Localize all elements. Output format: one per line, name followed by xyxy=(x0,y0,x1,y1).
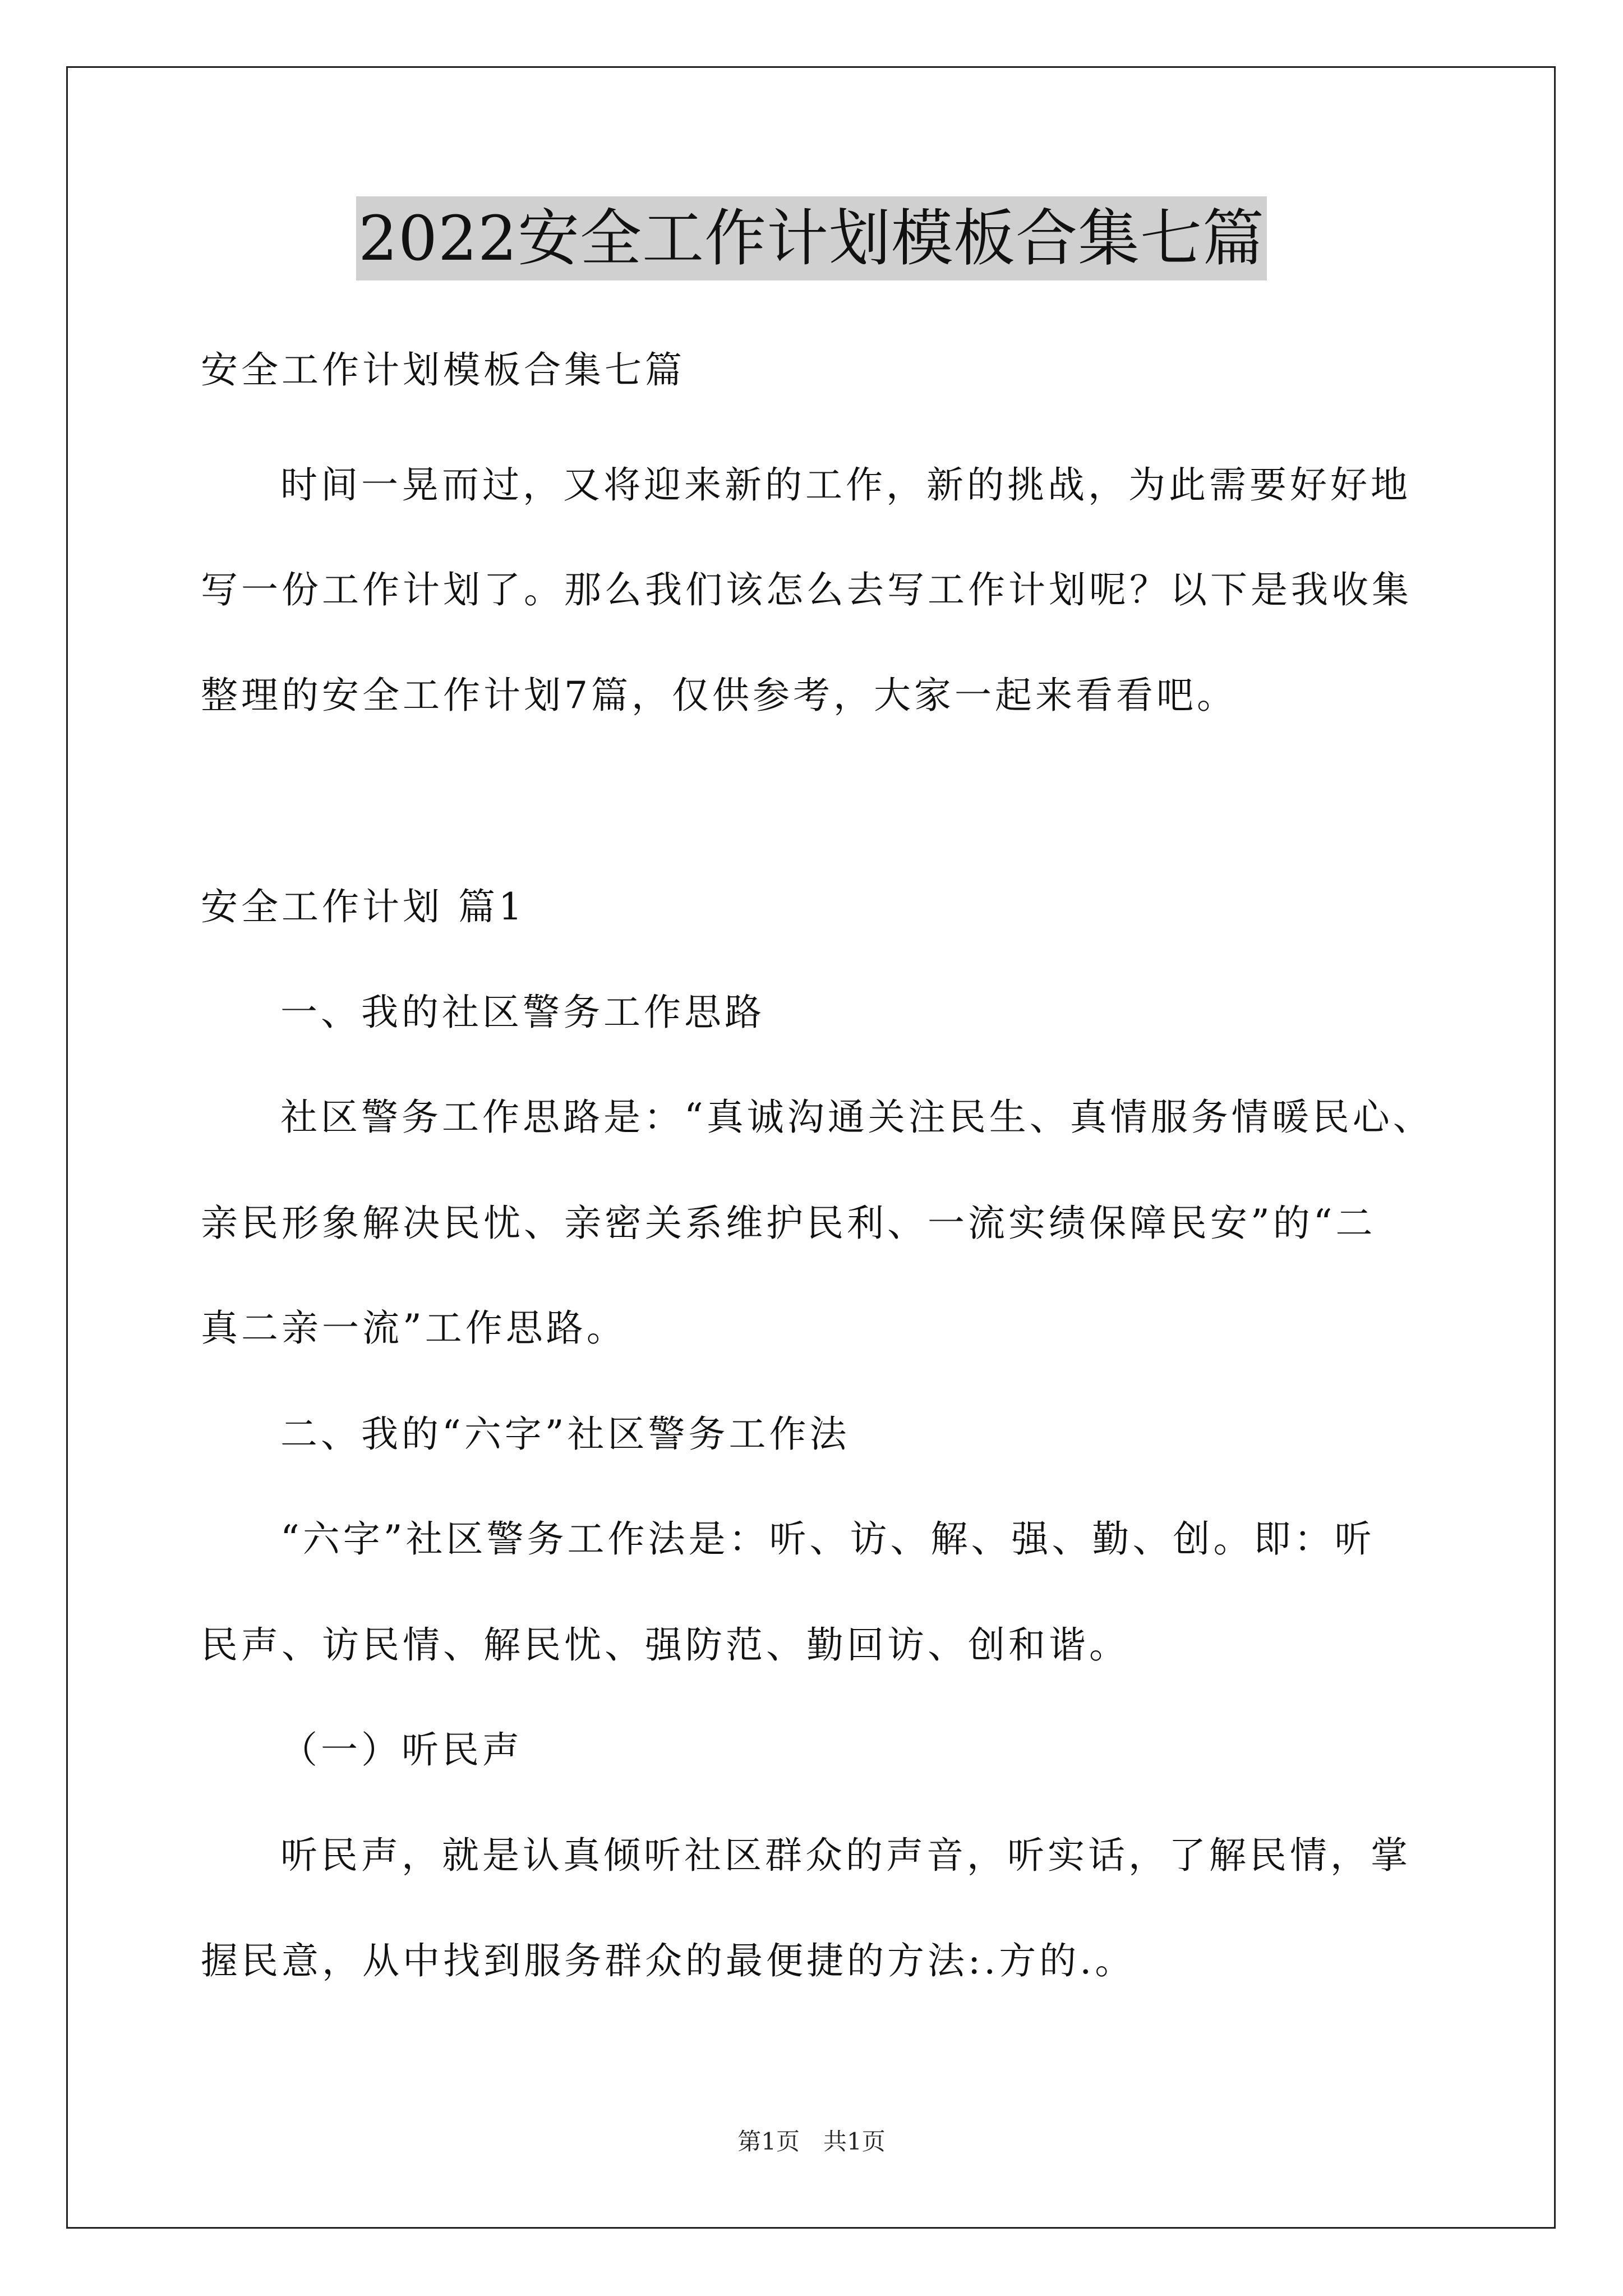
document-title xyxy=(0,196,1623,280)
subheading-1: 一、我的社区警务工作思路 xyxy=(280,991,765,1034)
intro-line-1: 时间一晃而过，又将迎来新的工作，新的挑战，为此需要好好地 xyxy=(280,463,1411,507)
subheading-2: 二、我的“六字”社区警务工作法 xyxy=(280,1412,850,1456)
subtitle-line: 安全工作计划模板合集七篇 xyxy=(201,348,685,392)
paragraph-3-line-1: 听民声，就是认真倾听社区群众的声音，听实话，了解民情，掌 xyxy=(280,1834,1411,1877)
document-title-text: 2022安全工作计划模板合集七篇 xyxy=(356,196,1267,280)
paragraph-1-line-1: 社区警务工作思路是：“真诚沟通关注民生、真情服务情暖民心、 xyxy=(280,1096,1433,1139)
subheading-3: （一）听民声 xyxy=(280,1728,523,1772)
paragraph-1-line-3: 真二亲一流”工作思路。 xyxy=(201,1306,627,1350)
paragraph-1-line-2: 亲民形象解决民忧、亲密关系维护民利、一流实绩保障民安”的“二 xyxy=(201,1202,1376,1245)
paragraph-2-line-2: 民声、访民情、解民忧、强防范、勤回访、创和谐。 xyxy=(201,1623,1129,1667)
intro-line-2: 写一份工作计划了。那么我们该怎么去写工作计划呢？以下是我收集 xyxy=(201,568,1412,611)
paragraph-2-line-1: “六字”社区警务工作法是：听、访、解、强、勤、创。即：听 xyxy=(280,1517,1375,1561)
paragraph-3-line-2: 握民意，从中找到服务群众的最便捷的方法:.方的.。 xyxy=(201,1939,1136,1982)
intro-line-3: 整理的安全工作计划7篇，仅供参考，大家一起来看看吧。 xyxy=(201,674,1237,717)
section-heading: 安全工作计划 篇1 xyxy=(201,885,525,928)
page-footer: 第1页 共1页 xyxy=(737,2128,886,2155)
